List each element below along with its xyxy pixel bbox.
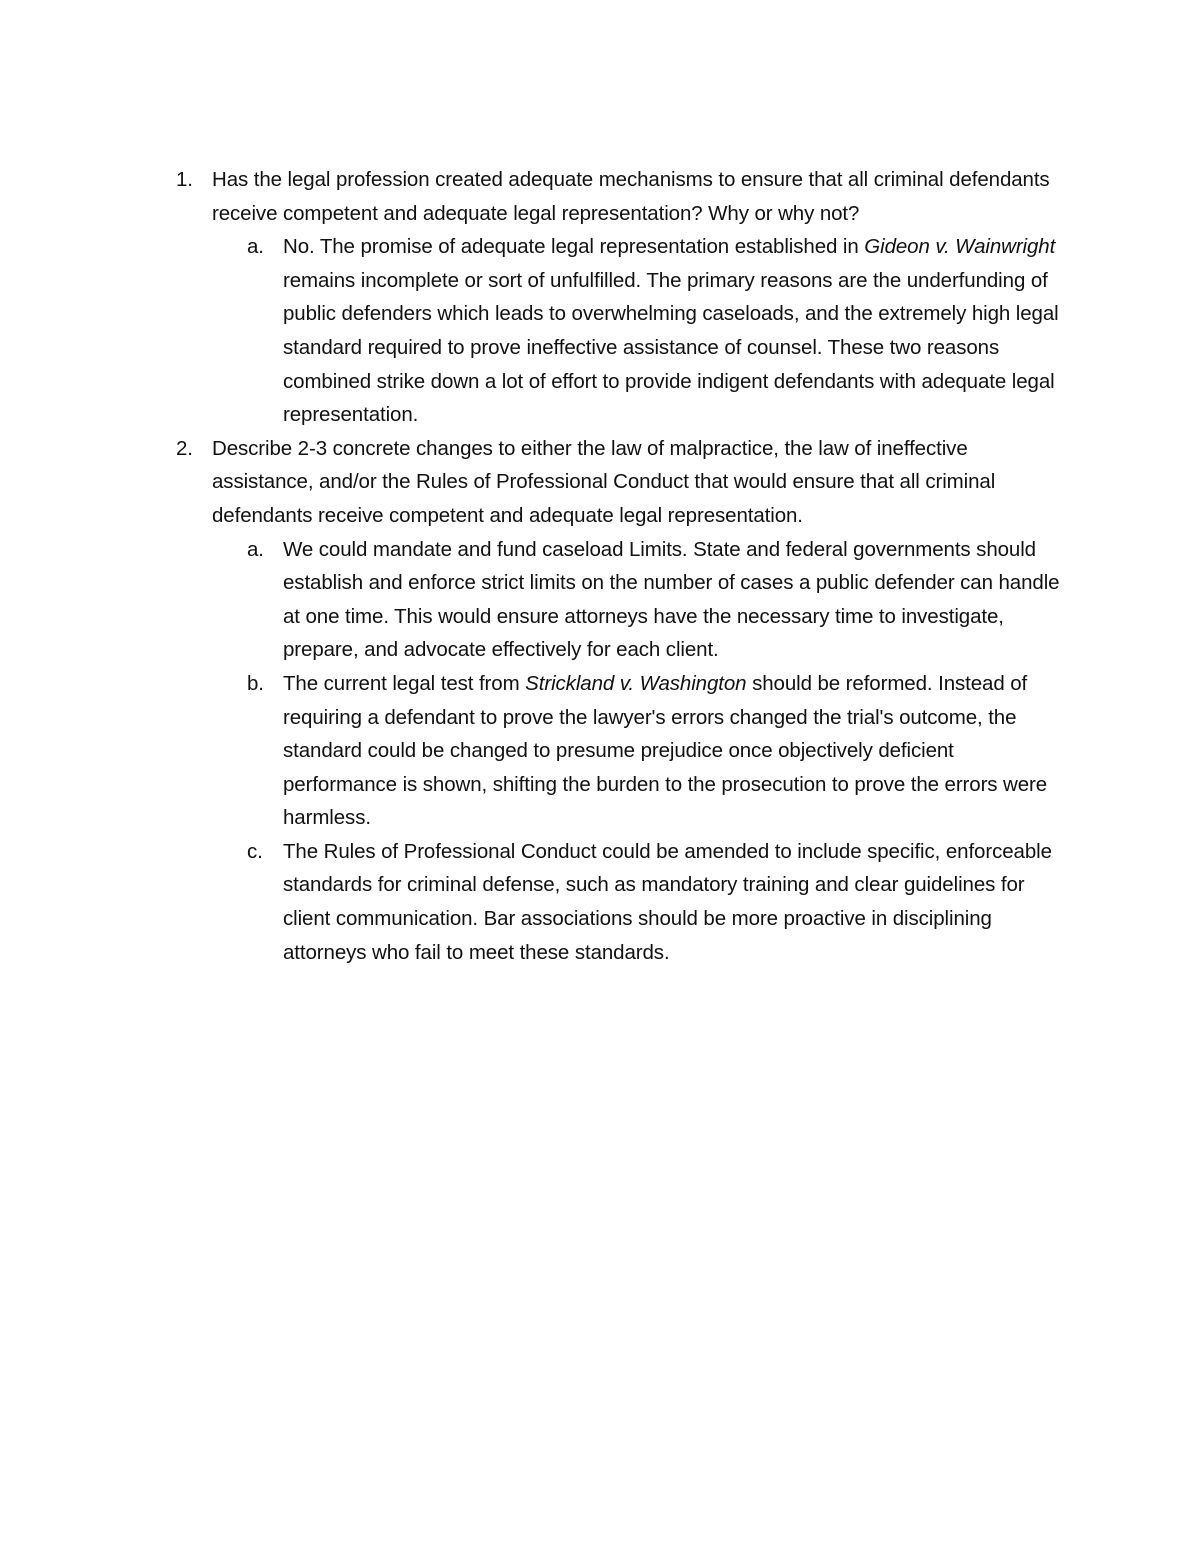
answer-1a-text-part-2: remains incomplete or sort of unfulfilled. The primary reasons are the underfunding of public defenders which leads to overwhelming caseloads, and the extremely high legal standard required to prove ineffective assistance of counsel. These two reasons combined strike down a lot of effort to provide indigent defendants with adequate legal representation.	[283, 268, 1059, 427]
answer-2b-text-part-1: The current legal test from	[283, 671, 526, 695]
answer-2a-letter: a.	[247, 537, 264, 561]
question-1-number: 1.	[176, 168, 193, 191]
answer-2b	[0, 667, 1073, 835]
question-1	[0, 163, 1062, 230]
answer-2a	[0, 533, 1073, 667]
question-2-number: 2.	[176, 436, 193, 460]
answer-2c-text: The Rules of Professional Conduct could be amended to include specific, enforceable standards for criminal defense, such as mandatory training and clear guidelines for client communication. Bar associations should be more proactive in disciplining attorneys who fail to meet these standards.	[283, 839, 1052, 964]
answer-1a-text-part-1: No. The promise of adequate legal representation established in	[283, 235, 865, 259]
answer-1a-letter: a.	[247, 235, 264, 259]
answer-2c	[0, 835, 1073, 969]
answer-1a-text	[283, 230, 1073, 432]
answer-2a-text: We could mandate and fund caseload Limits. State and federal governments should establish and enforce strict limits on the number of cases a public defender can handle at one time. This would ensure attorneys have the necessary time to investigate, prepare, and advocate effectively for each client.	[283, 537, 1060, 662]
question-2	[0, 432, 1062, 533]
answer-2b-letter: b.	[247, 671, 264, 695]
answer-1a	[0, 230, 1073, 432]
question-2-text: Describe 2-3 concrete changes to either the law of malpractice, the law of ineffective assistance, and/or the Rules of Professional Conduct that would ensure that all criminal defendants receive competent and adequate legal representation.	[212, 436, 996, 527]
answer-2b-text	[283, 667, 1073, 835]
question-1-text: Has the legal profession created adequate mechanisms to ensure that all criminal defendants receive competent and adequate legal representation? Why or why not?	[212, 168, 1050, 225]
document-body	[0, 163, 1200, 969]
answer-2c-letter: c.	[247, 839, 263, 863]
case-citation-gideon: Gideon v. Wainwright	[864, 235, 1056, 259]
case-citation-strickland: Strickland v. Washington	[525, 671, 747, 695]
answer-2b-text-part-2: should be reformed. Instead of requiring a defendant to prove the lawyer's errors changed the trial's outcome, the standard could be changed to presume prejudice once objectively deficient performance is shown, shifting the burden to the prosecution to prove the errors were harmless.	[283, 671, 1048, 830]
